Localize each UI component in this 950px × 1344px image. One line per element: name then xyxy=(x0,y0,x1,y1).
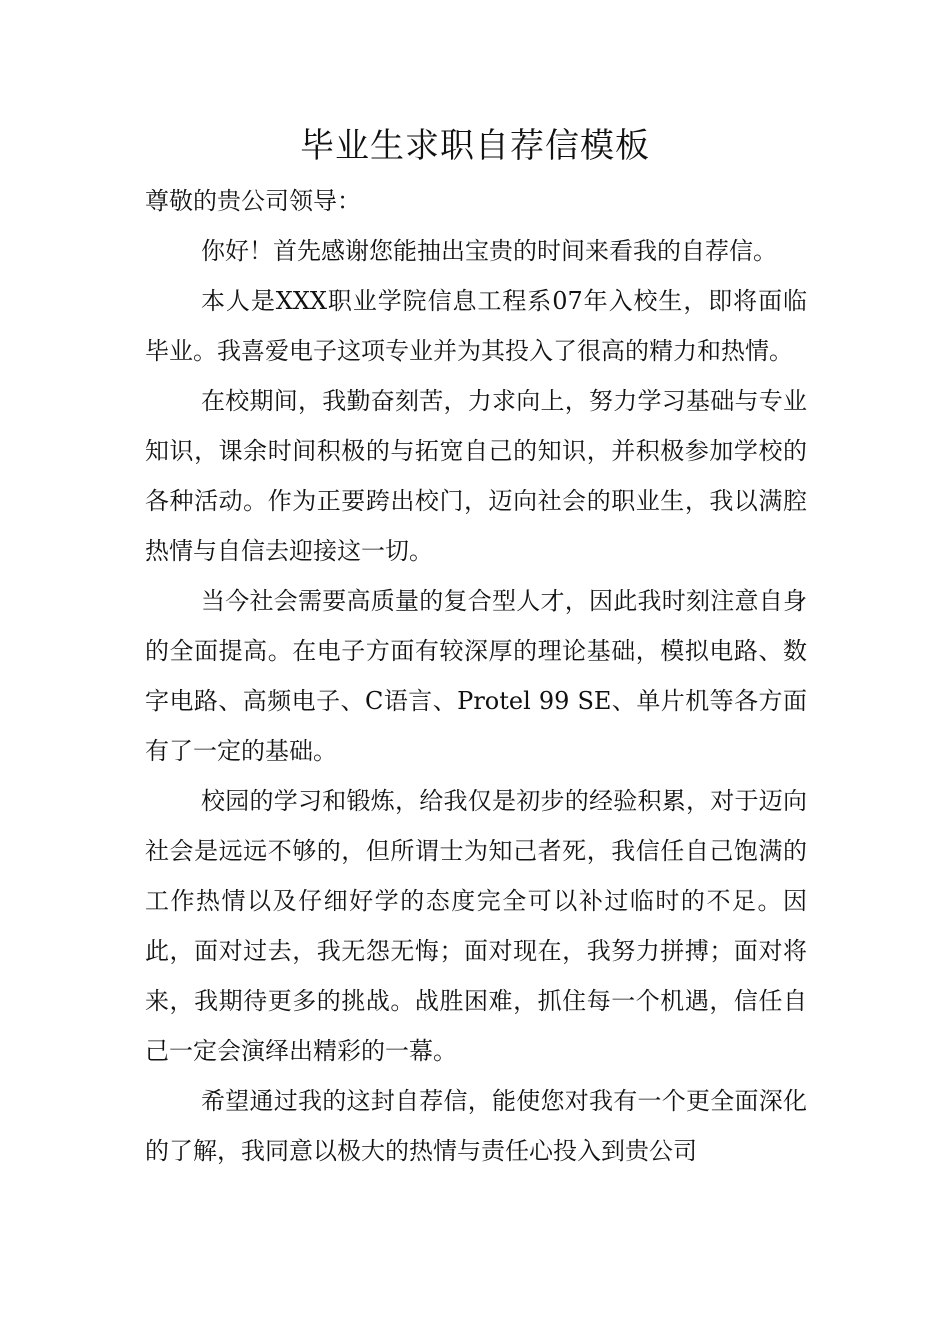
document-title: 毕业生求职自荐信模板 xyxy=(300,126,650,166)
paragraph-greeting: 你好！首先感谢您能抽出宝贵的时间来看我的自荐信。 xyxy=(201,237,777,265)
salutation: 尊敬的贵公司领导： xyxy=(145,187,361,215)
paragraph-skills: 当今社会需要高质量的复合型人才，因此我时刻注意自身的全面提高。在电子方面有较深厚的理论基础，模拟电路、数字电路、高频电子、C语言、Protel 99 SE、单片机等各方面有了一定的基础。 xyxy=(145,587,807,765)
paragraph-attitude: 校园的学习和锻炼，给我仅是初步的经验积累，对于迈向社会是远远不够的，但所谓士为知己者死，我信任自己饱满的工作热情以及仔细好学的态度完全可以补过临时的不足。因此，面对过去，我无怨无悔；面对现在，我努力拼搏；面对将来，我期待更多的挑战。战胜困难，抓住每一个机遇，信任自己一定会演绎出精彩的一幕。 xyxy=(145,787,807,1065)
paragraph-introduction: 本人是XXX职业学院信息工程系07年入校生，即将面临毕业。我喜爱电子这项专业并为其投入了很高的精力和热情。 xyxy=(145,287,807,365)
letter-body xyxy=(145,176,807,1176)
paragraph-school-life: 在校期间，我勤奋刻苦，力求向上，努力学习基础与专业知识，课余时间积极的与拓宽自己的知识，并积极参加学校的各种活动。作为正要跨出校门，迈向社会的职业生，我以满腔热情与自信去迎接这一切。 xyxy=(145,387,807,565)
paragraph-closing: 希望通过我的这封自荐信，能使您对我有一个更全面深化的了解，我同意以极大的热情与责任心投入到贵公司 xyxy=(145,1087,807,1165)
